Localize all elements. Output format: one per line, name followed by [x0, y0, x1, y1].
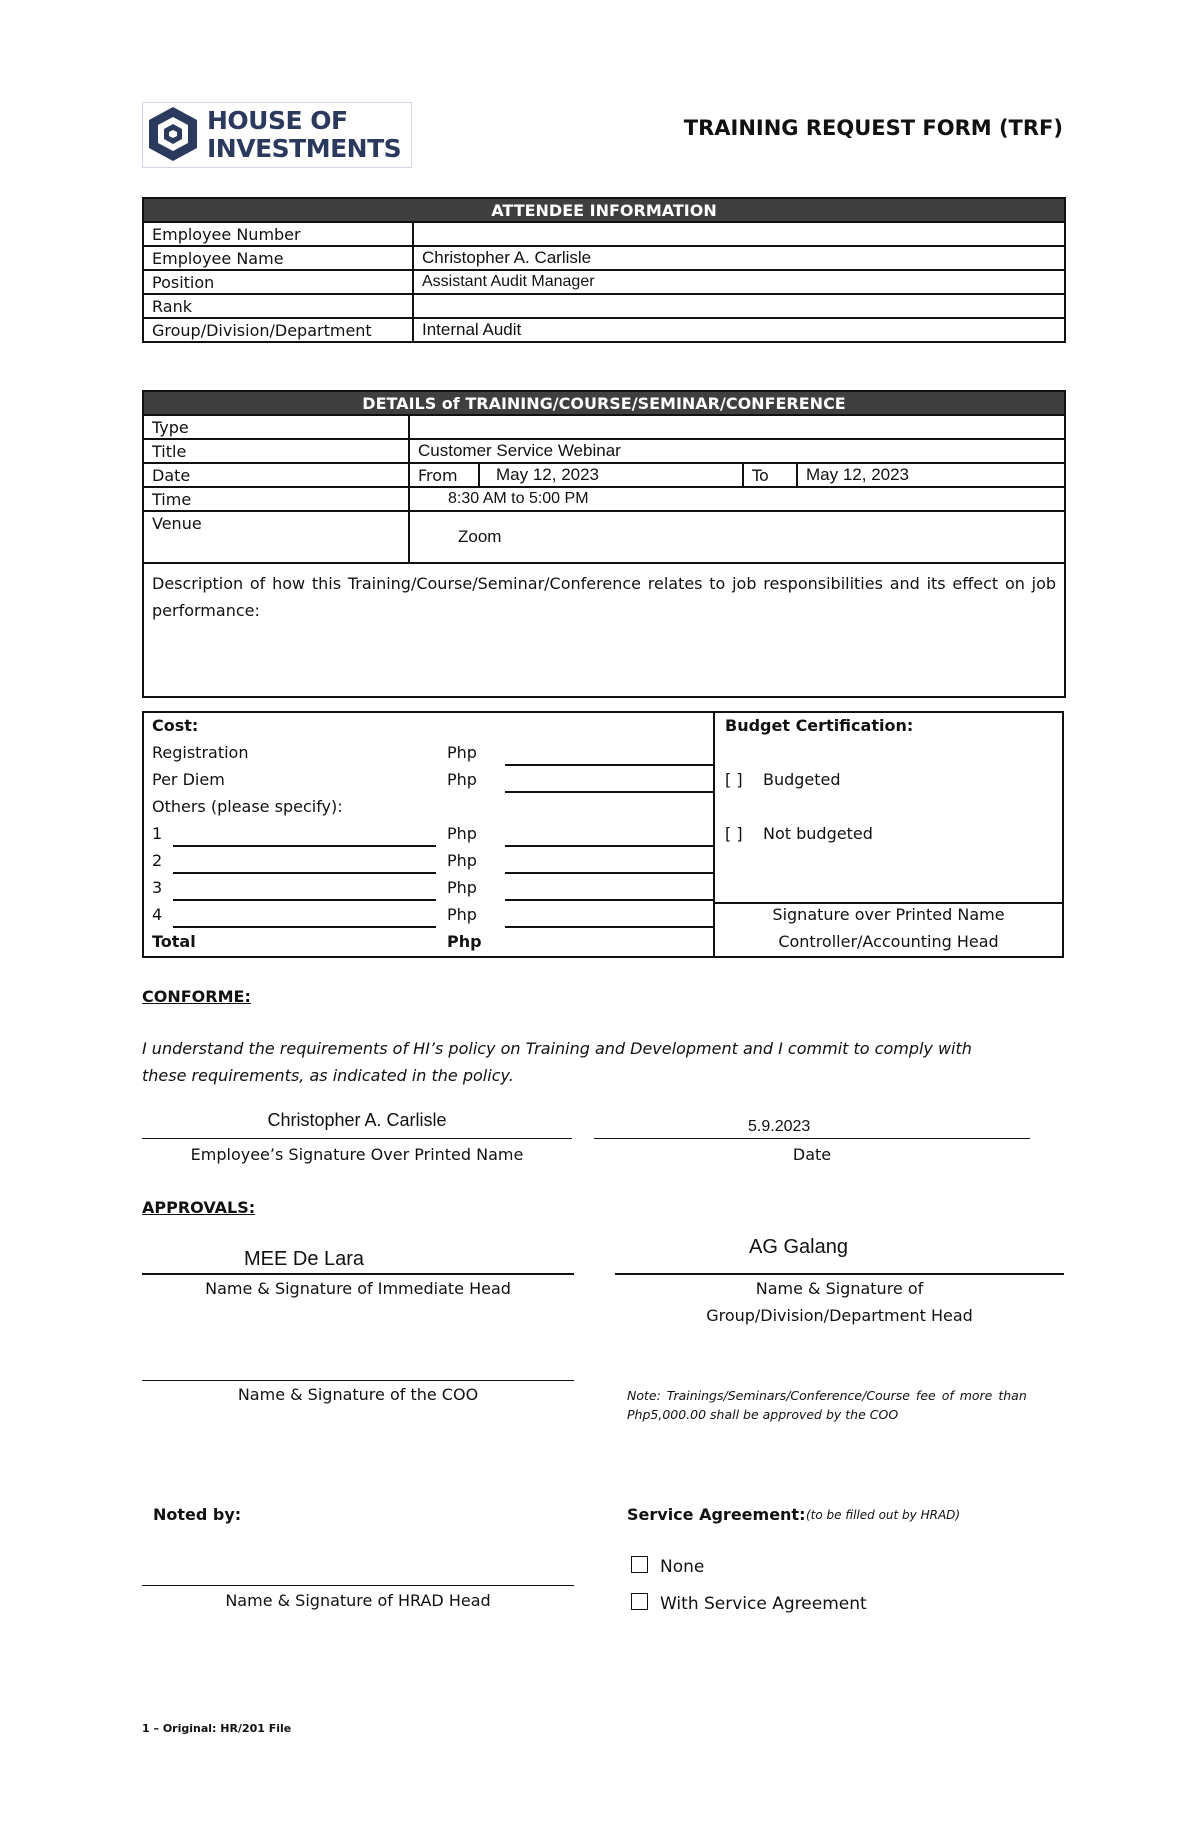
rank-label: Rank — [143, 294, 413, 318]
budget-heading: Budget Certification: — [725, 716, 914, 735]
other-item-input[interactable] — [173, 845, 436, 847]
details-header: DETAILS of TRAINING/COURSE/SEMINAR/CONFERENCE — [143, 391, 1065, 415]
other-item-number: 4 — [152, 905, 163, 924]
total-label: Total — [152, 932, 196, 951]
department-label: Group/Division/Department — [143, 318, 413, 342]
other-item-input[interactable] — [173, 899, 436, 901]
group-head-signature-line — [615, 1273, 1064, 1275]
employee-signature-line — [142, 1138, 572, 1139]
employee-name-field[interactable]: Christopher A. Carlisle — [413, 246, 1065, 270]
table-row — [143, 294, 1065, 318]
currency-label: Php — [447, 770, 477, 789]
table-row — [143, 318, 1065, 342]
training-details-table — [142, 390, 1066, 698]
to-label: To — [743, 463, 797, 487]
currency-label: Php — [447, 932, 482, 951]
time-label: Time — [143, 487, 409, 511]
position-field[interactable]: Assistant Audit Manager — [413, 270, 1065, 294]
others-label: Others (please specify): — [152, 797, 343, 816]
conforme-statement-line2: these requirements, as indicated in the policy. — [142, 1066, 514, 1085]
logo-text-line2: INVESTMENTS — [207, 134, 402, 163]
from-date-field[interactable]: May 12, 2023 — [479, 463, 743, 487]
hrad-signature-line[interactable] — [142, 1585, 574, 1586]
employee-number-field[interactable] — [413, 222, 1065, 246]
employee-signature-name[interactable]: Christopher A. Carlisle — [267, 1110, 447, 1130]
other-amount-input[interactable] — [505, 872, 713, 874]
date-label: Date — [143, 463, 409, 487]
conforme-date-caption: Date — [792, 1145, 832, 1164]
type-field[interactable] — [409, 415, 1065, 439]
currency-label: Php — [447, 743, 477, 762]
form-title: TRAINING REQUEST FORM (TRF) — [683, 116, 1063, 140]
budget-signature-divider — [713, 902, 1064, 904]
footer-note: 1 – Original: HR/201 File — [142, 1722, 292, 1735]
per-diem-label: Per Diem — [152, 770, 225, 789]
logo-text-line1: HOUSE OF — [207, 106, 348, 135]
immediate-head-signature-line — [142, 1273, 574, 1275]
budgeted-checkbox[interactable]: [ ] — [725, 770, 743, 789]
title-label: Title — [143, 439, 409, 463]
noted-by-heading: Noted by: — [153, 1505, 242, 1524]
budget-signature-role: Controller/Accounting Head — [778, 932, 999, 951]
registration-label: Registration — [152, 743, 249, 762]
budget-signature-caption: Signature over Printed Name — [772, 905, 1005, 924]
attendee-information-table — [142, 197, 1066, 343]
service-none-checkbox[interactable] — [631, 1556, 648, 1573]
table-row — [143, 270, 1065, 294]
to-date-field[interactable]: May 12, 2023 — [797, 463, 1065, 487]
other-item-number: 1 — [152, 824, 163, 843]
group-head-name[interactable]: AG Galang — [749, 1236, 848, 1258]
type-label: Type — [143, 415, 409, 439]
department-field[interactable]: Internal Audit — [413, 318, 1065, 342]
employee-number-label: Employee Number — [143, 222, 413, 246]
not-budgeted-label: Not budgeted — [763, 824, 873, 843]
other-item-input[interactable] — [173, 872, 436, 874]
group-head-caption-line2: Group/Division/Department Head — [706, 1306, 973, 1325]
table-row — [143, 222, 1065, 246]
budgeted-label: Budgeted — [763, 770, 841, 789]
description-field[interactable]: Description of how this Training/Course/Seminar/Conference relates to job responsibilities and its effect on job performance: — [143, 563, 1065, 697]
table-row — [143, 246, 1065, 270]
service-with-agreement-checkbox[interactable] — [631, 1593, 648, 1610]
company-logo — [142, 102, 412, 168]
hexagon-logo-icon — [145, 105, 201, 163]
position-label: Position — [143, 270, 413, 294]
conforme-statement-line1: I understand the requirements of HI’s policy on Training and Development and I commit to comply with — [142, 1039, 972, 1058]
registration-amount-input[interactable] — [505, 764, 713, 766]
coo-caption: Name & Signature of the COO — [237, 1385, 479, 1404]
rank-field[interactable] — [413, 294, 1065, 318]
other-item-number: 2 — [152, 851, 163, 870]
other-item-input[interactable] — [173, 926, 436, 928]
currency-label: Php — [447, 851, 477, 870]
approvals-heading: APPROVALS: — [142, 1198, 256, 1217]
service-none-label: None — [660, 1557, 705, 1577]
from-label: From — [409, 463, 479, 487]
not-budgeted-checkbox[interactable]: [ ] — [725, 824, 743, 843]
coo-signature-line[interactable] — [142, 1380, 574, 1381]
service-agreement-note: (to be filled out by HRAD) — [806, 1508, 961, 1522]
per-diem-amount-input[interactable] — [505, 791, 713, 793]
venue-label: Venue — [143, 511, 409, 563]
service-agreement-heading: Service Agreement: — [627, 1505, 806, 1524]
title-field[interactable]: Customer Service Webinar — [409, 439, 1065, 463]
employee-signature-caption: Employee’s Signature Over Printed Name — [190, 1145, 524, 1164]
cost-heading: Cost: — [152, 716, 199, 735]
other-item-number: 3 — [152, 878, 163, 897]
time-field[interactable]: 8:30 AM to 5:00 PM — [409, 487, 1065, 511]
hrad-caption: Name & Signature of HRAD Head — [225, 1591, 491, 1610]
conforme-date-field[interactable]: 5.9.2023 — [748, 1118, 811, 1135]
group-head-caption-line1: Name & Signature of — [755, 1279, 924, 1298]
coo-approval-note-line2: Php5,000.00 shall be approved by the COO — [627, 1407, 899, 1422]
attendee-header: ATTENDEE INFORMATION — [143, 198, 1065, 222]
other-amount-input[interactable] — [505, 845, 713, 847]
service-with-agreement-label: With Service Agreement — [660, 1594, 867, 1614]
venue-field[interactable]: Zoom — [409, 511, 1065, 563]
employee-name-label: Employee Name — [143, 246, 413, 270]
currency-label: Php — [447, 824, 477, 843]
conforme-date-line — [594, 1138, 1030, 1139]
immediate-head-caption: Name & Signature of Immediate Head — [205, 1279, 511, 1298]
other-amount-input[interactable] — [505, 899, 713, 901]
conforme-heading: CONFORME: — [142, 987, 251, 1006]
currency-label: Php — [447, 878, 477, 897]
coo-approval-note-line1: Note: Trainings/Seminars/Conference/Course fee of more than — [627, 1388, 1027, 1403]
currency-label: Php — [447, 905, 477, 924]
immediate-head-name[interactable]: MEE De Lara — [244, 1248, 365, 1270]
other-amount-input[interactable] — [505, 926, 713, 928]
